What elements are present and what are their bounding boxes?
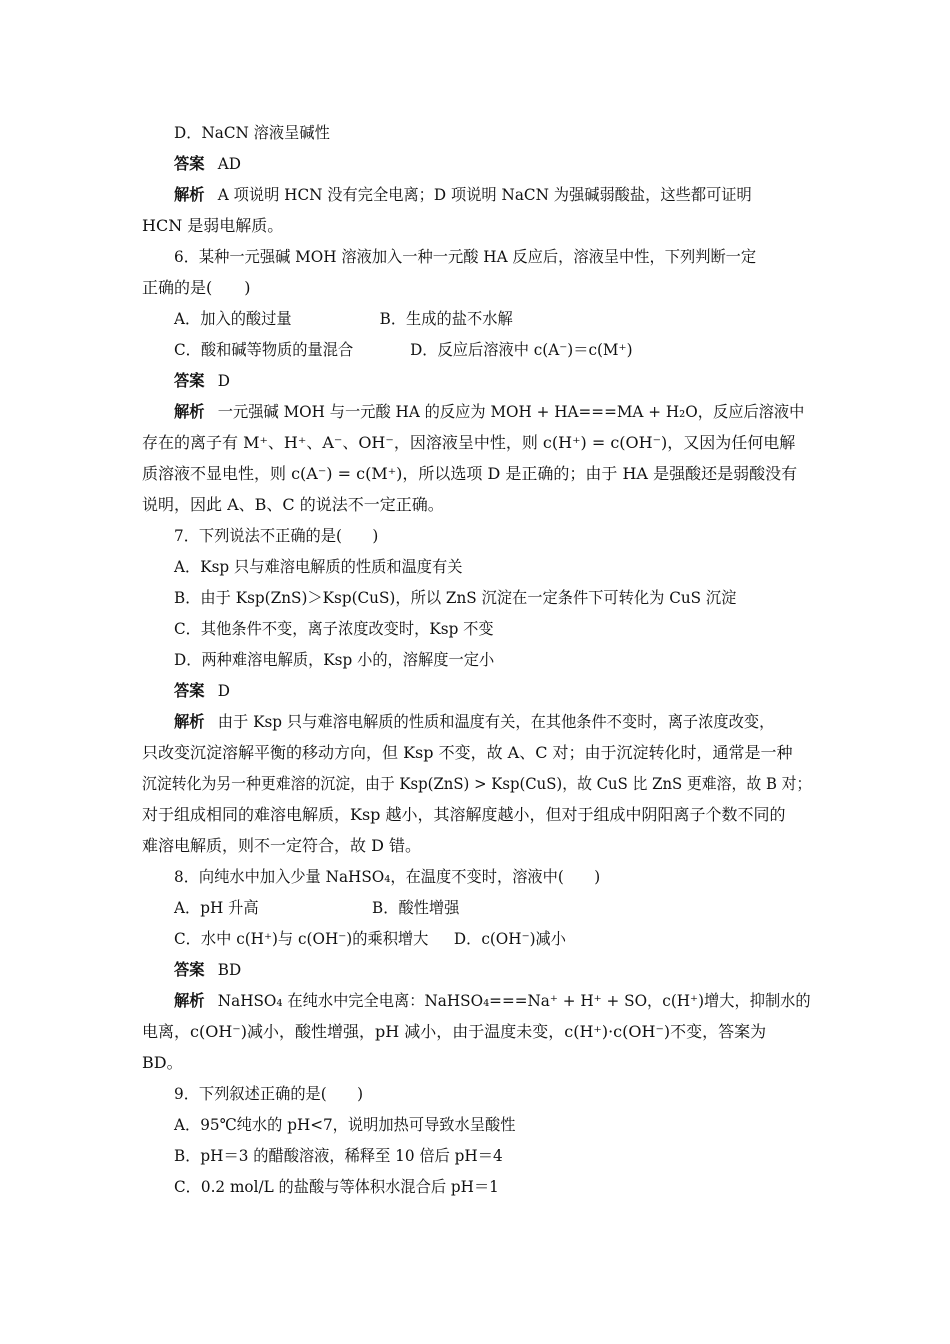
q5-analysis-line-2: HCN 是弱电解质。 [142,216,284,235]
q8-option-a: A．pH 升高 [174,898,259,917]
q7-option-d: D．两种难溶电解质，Ksp 小的，溶解度一定小 [174,650,495,669]
answer-label: 答案 [174,371,205,390]
analysis-label: 解析 [174,991,205,1010]
q7-option-b: B．由于 Ksp(ZnS)＞Ksp(CuS)，所以 ZnS 沉淀在一定条件下可转化为 CuS 沉淀 [174,588,737,607]
q8-analysis-line-3: BD。 [142,1053,183,1072]
q8-analysis-line-2: 电离，c(OH⁻)减小，酸性增强，pH 减小，由于温度未变，c(H⁺)·c(OH⁻)不变，答案为 [142,1022,767,1041]
q6-analysis-line-4: 说明，因此 A、B、C 的说法不一定正确。 [142,495,444,514]
answer-label: 答案 [174,960,205,979]
q8-option-b: B．酸性增强 [372,898,460,917]
q6-analysis-line-3: 质溶液不显电性，则 c(A⁻) = c(M⁺)，所以选项 D 是正确的；由于 HA 是强酸还是弱酸没有 [142,464,798,483]
q6-options-ab [174,309,812,329]
q6-answer [174,371,812,391]
q7-analysis-line-2: 只改变沉淀溶解平衡的移动方向，但 Ksp 不变，故 A、C 对；由于沉淀转化时，通常是一种 [142,743,793,762]
answer-label: 答案 [174,681,205,700]
q8-options-ab [174,898,812,918]
q6-analysis-line-1 [174,402,812,422]
answer-value: D [217,371,231,390]
q8-option-d: D．c(OH⁻)减小 [453,929,567,948]
q7-option-c: C．其他条件不变，离子浓度改变时，Ksp 不变 [174,619,494,638]
answer-value: D [217,681,231,700]
q8-stem: 8．向纯水中加入少量 NaHSO₄，在温度不变时，溶液中( ) [174,867,601,886]
q6-options-cd [174,340,812,360]
q9-option-a: A．95℃纯水的 pH<7，说明加热可导致水呈酸性 [174,1115,516,1134]
analysis-label: 解析 [174,402,205,421]
q8-options-cd [174,929,812,949]
analysis-label: 解析 [174,185,205,204]
q7-option-a: A．Ksp 只与难溶电解质的性质和温度有关 [174,557,463,576]
analysis-text: A 项说明 HCN 没有完全电离；D 项说明 NaCN 为强碱弱酸盐，这些都可证明 [217,185,752,204]
q7-analysis-line-5: 难溶电解质，则不一定符合，故 D 错。 [142,836,422,855]
q8-option-c: C．水中 c(H⁺)与 c(OH⁻)的乘积增大 [174,929,429,948]
q5-analysis-line-1 [174,185,812,205]
q5-option-d: D．NaCN 溶液呈碱性 [174,123,330,142]
q6-option-c: C．酸和碱等物质的量混合 [174,340,354,359]
q6-option-d: D．反应后溶液中 c(A⁻)＝c(M⁺) [410,340,633,359]
q7-stem: 7．下列说法不正确的是( ) [174,526,379,545]
analysis-text: NaHSO₄ 在纯水中完全电离：NaHSO₄===Na⁺ + H⁺ + SO，c(H⁺)增大，抑制水的 [217,991,811,1010]
answer-value: AD [217,154,242,173]
q6-stem-line-2: 正确的是( ) [142,278,251,297]
q6-option-b: B．生成的盐不水解 [379,309,513,328]
q6-stem-line-1: 6．某种一元强碱 MOH 溶液加入一种一元酸 HA 反应后，溶液呈中性，下列判断一定 [174,247,757,266]
q7-analysis-line-1 [174,712,812,732]
q6-option-a: A．加入的酸过量 [174,309,292,328]
q6-analysis-line-2: 存在的离子有 M⁺、H⁺、A⁻、OH⁻，因溶液呈中性，则 c(H⁺) = c(OH⁻)，又因为任何电解 [142,433,796,452]
answer-label: 答案 [174,154,205,173]
q8-answer [174,960,812,980]
analysis-text: 由于 Ksp 只与难溶电解质的性质和温度有关，在其他条件不变时，离子浓度改变， [217,712,775,731]
q7-answer [174,681,812,701]
q8-analysis-line-1 [174,991,812,1011]
q7-analysis-line-3: 沉淀转化为另一种更难溶的沉淀，由于 Ksp(ZnS) > Ksp(CuS)，故 CuS 比 ZnS 更难溶，故 B 对； [142,774,812,793]
q9-option-c: C．0.2 mol/L 的盐酸与等体积水混合后 pH＝1 [174,1177,499,1196]
q5-answer [174,154,812,174]
analysis-text: 一元强碱 MOH 与一元酸 HA 的反应为 MOH + HA===MA + H₂O，反应后溶液中 [217,402,805,421]
q7-analysis-line-4: 对于组成相同的难溶电解质，Ksp 越小，其溶解度越小，但对于组成中阴阳离子个数不同的 [142,805,786,824]
answer-value: BD [217,960,242,979]
q9-stem: 9．下列叙述正确的是( ) [174,1084,364,1103]
analysis-label: 解析 [174,712,205,731]
q9-option-b: B．pH＝3 的醋酸溶液，稀释至 10 倍后 pH＝4 [174,1146,503,1165]
